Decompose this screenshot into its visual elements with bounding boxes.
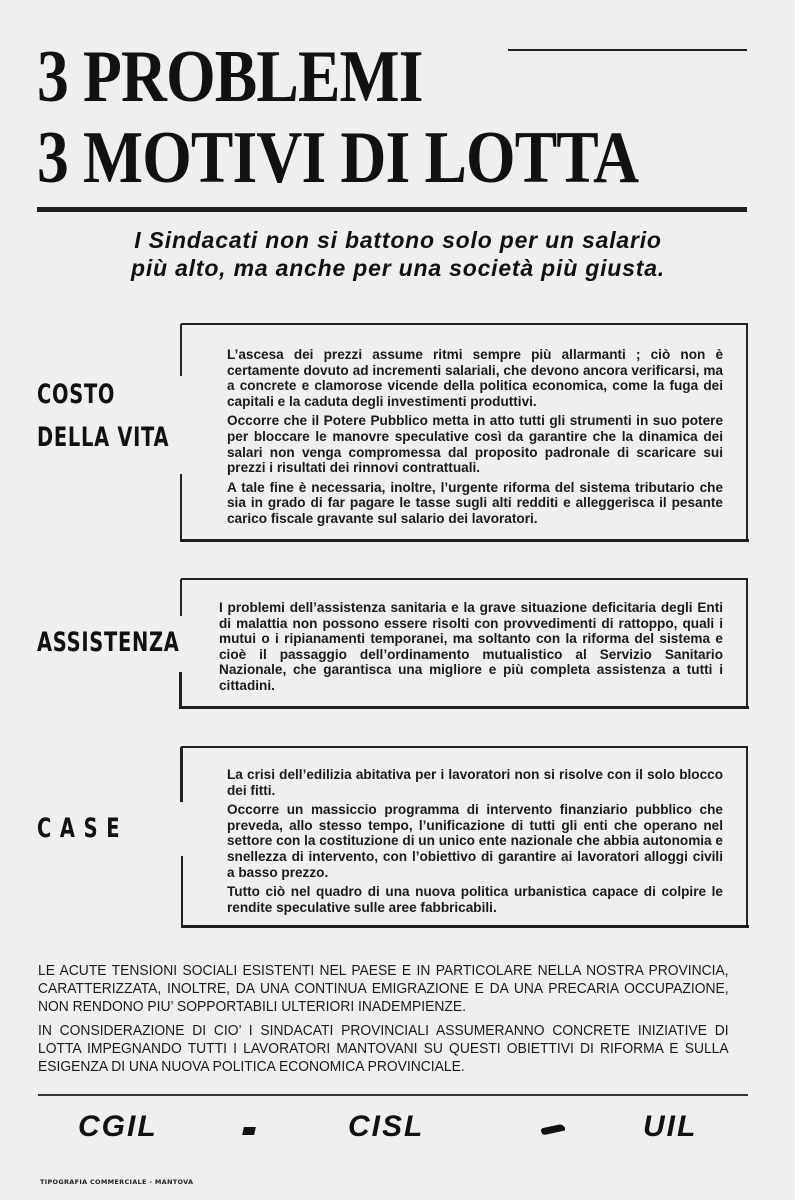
- box-top-border: [181, 746, 748, 748]
- box-bottom-border: [181, 925, 749, 928]
- section-body: [227, 347, 723, 531]
- paragraph: Tutto ciò nel quadro di una nuova politica urbanistica capace di colpire le rendite speculative sulle aree fabbricabili.: [227, 884, 723, 915]
- box-bottom-border: [180, 706, 749, 709]
- box-left-bracket-top: [180, 747, 183, 802]
- section-label-line-1: CASE: [37, 813, 129, 844]
- section-label-line-1: COSTO: [37, 379, 116, 410]
- section-label-line-2: DELLA VITA: [37, 422, 170, 453]
- printer-credit: TIPOGRAFIA COMMERCIALE - MANTOVA: [40, 1178, 194, 1186]
- closing-statement: [38, 962, 729, 1082]
- title-rule-top: [508, 49, 747, 51]
- closing-paragraph-1: LE ACUTE TENSIONI SOCIALI ESISTENTI NEL PAESE E IN PARTICOLARE NELLA NOSTRA PROVINCIA, CARATTERIZZATA, INOLTRE, DA UNA CONTINUA EMIGRAZIONE E DA UNA PRECARIA OCCUPAZIONE, NON RENDONO PIU’ SOPPORTABILI ULTERIORI INADEMPIENZE.: [38, 963, 729, 1015]
- paragraph: A tale fine è necessaria, inoltre, l’urgente riforma del sistema tributario che sia in grado di far pagare le tasse sugli alti redditi e alleggerisca il pesante carico fiscale gravante sul salario dei lavoratori.: [227, 479, 723, 526]
- paragraph: La crisi dell’edilizia abitativa per i lavoratori non si risolve con il solo blocco dei fitti.: [227, 767, 723, 798]
- box-right-border: [746, 324, 748, 541]
- box-left-bracket-top: [180, 579, 182, 616]
- paragraph: Occorre un massiccio programma di intervento finanziario pubblico che preveda, allo stesso tempo, l’unificazione di tutti gli enti che operano nel settore con la costituzione di un unico ente nazionale che abbia autonomia e snellezza di intervento, con l’obiettivo di garantire ai lavoratori alloggi civili a basso prezzo.: [227, 802, 723, 880]
- box-right-border: [746, 747, 748, 927]
- box-bottom-border: [180, 539, 749, 542]
- title-line-1: 3 PROBLEMI: [37, 36, 423, 118]
- section-body: [219, 600, 723, 698]
- subtitle-line-1: I Sindacati non si battono solo per un salario: [134, 227, 662, 253]
- title-line-2: 3 MOTIVI DI LOTTA: [37, 117, 639, 199]
- footer-divider: [38, 1094, 748, 1096]
- section-label-line-1: ASSISTENZA: [37, 627, 180, 658]
- paragraph: I problemi dell’assistenza sanitaria e la grave situazione deficitaria degli Enti di malattia non possono essere risolti con provvedimenti di rattoppo, quali i mutui o i ripianamenti temporanei, ma soltanto con la riforma del sistema e cioè il passaggio dell’ordinamento mutualistico al Servizio Sanitario Nazionale, che garantisca una migliore e più completa assistenza a tutti i cittadini.: [219, 600, 723, 693]
- box-top-border: [181, 578, 748, 580]
- closing-paragraph-2: IN CONSIDERAZIONE DI CIO’ I SINDACATI PROVINCIALI ASSUMERANNO CONCRETE INIZIATIVE DI LOTTA IMPEGNANDO TUTTI I LAVORATORI MANTOVANI SU QUESTI OBIETTIVI DI RIFORMA E SULLA ESIGENZA DI UNA NUOVA POLITICA ECONOMICA PROVINCIALE.: [38, 1023, 729, 1075]
- subtitle: [38, 226, 758, 282]
- box-left-bracket-top: [180, 324, 182, 376]
- title-divider: [37, 207, 747, 212]
- subtitle-line-2: più alto, ma anche per una società più giusta.: [131, 255, 665, 281]
- union-cgil: CGIL: [78, 1110, 158, 1143]
- box-top-border: [181, 323, 748, 325]
- separator-mark: [242, 1127, 256, 1135]
- box-right-border: [746, 579, 748, 707]
- box-left-bracket-bottom: [180, 474, 182, 540]
- union-uil: UIL: [643, 1110, 698, 1143]
- paragraph: Occorre che il Potere Pubblico metta in atto tutti gli strumenti in suo potere per bloccare le manovre speculative così da garantire che la dinamica dei salari non venga compromessa dal proposito padronale di scaricare sui prezzi i risultati dei rinnovi contrattuali.: [227, 413, 723, 476]
- paragraph: L’ascesa dei prezzi assume ritmi sempre più allarmanti ; ciò non è certamente dovuto ad incrementi salariali, che devono ancora verificarsi, ma a concrete e clamorose vicende della politica economica, come la fuga dei capitali e la caduta degli investimenti produttivi.: [227, 347, 723, 409]
- union-cisl: CISL: [348, 1110, 425, 1143]
- box-left-bracket-bottom: [181, 856, 183, 926]
- box-left-bracket-bottom: [179, 672, 182, 709]
- separator-mark: [541, 1124, 566, 1136]
- section-body: [227, 767, 723, 919]
